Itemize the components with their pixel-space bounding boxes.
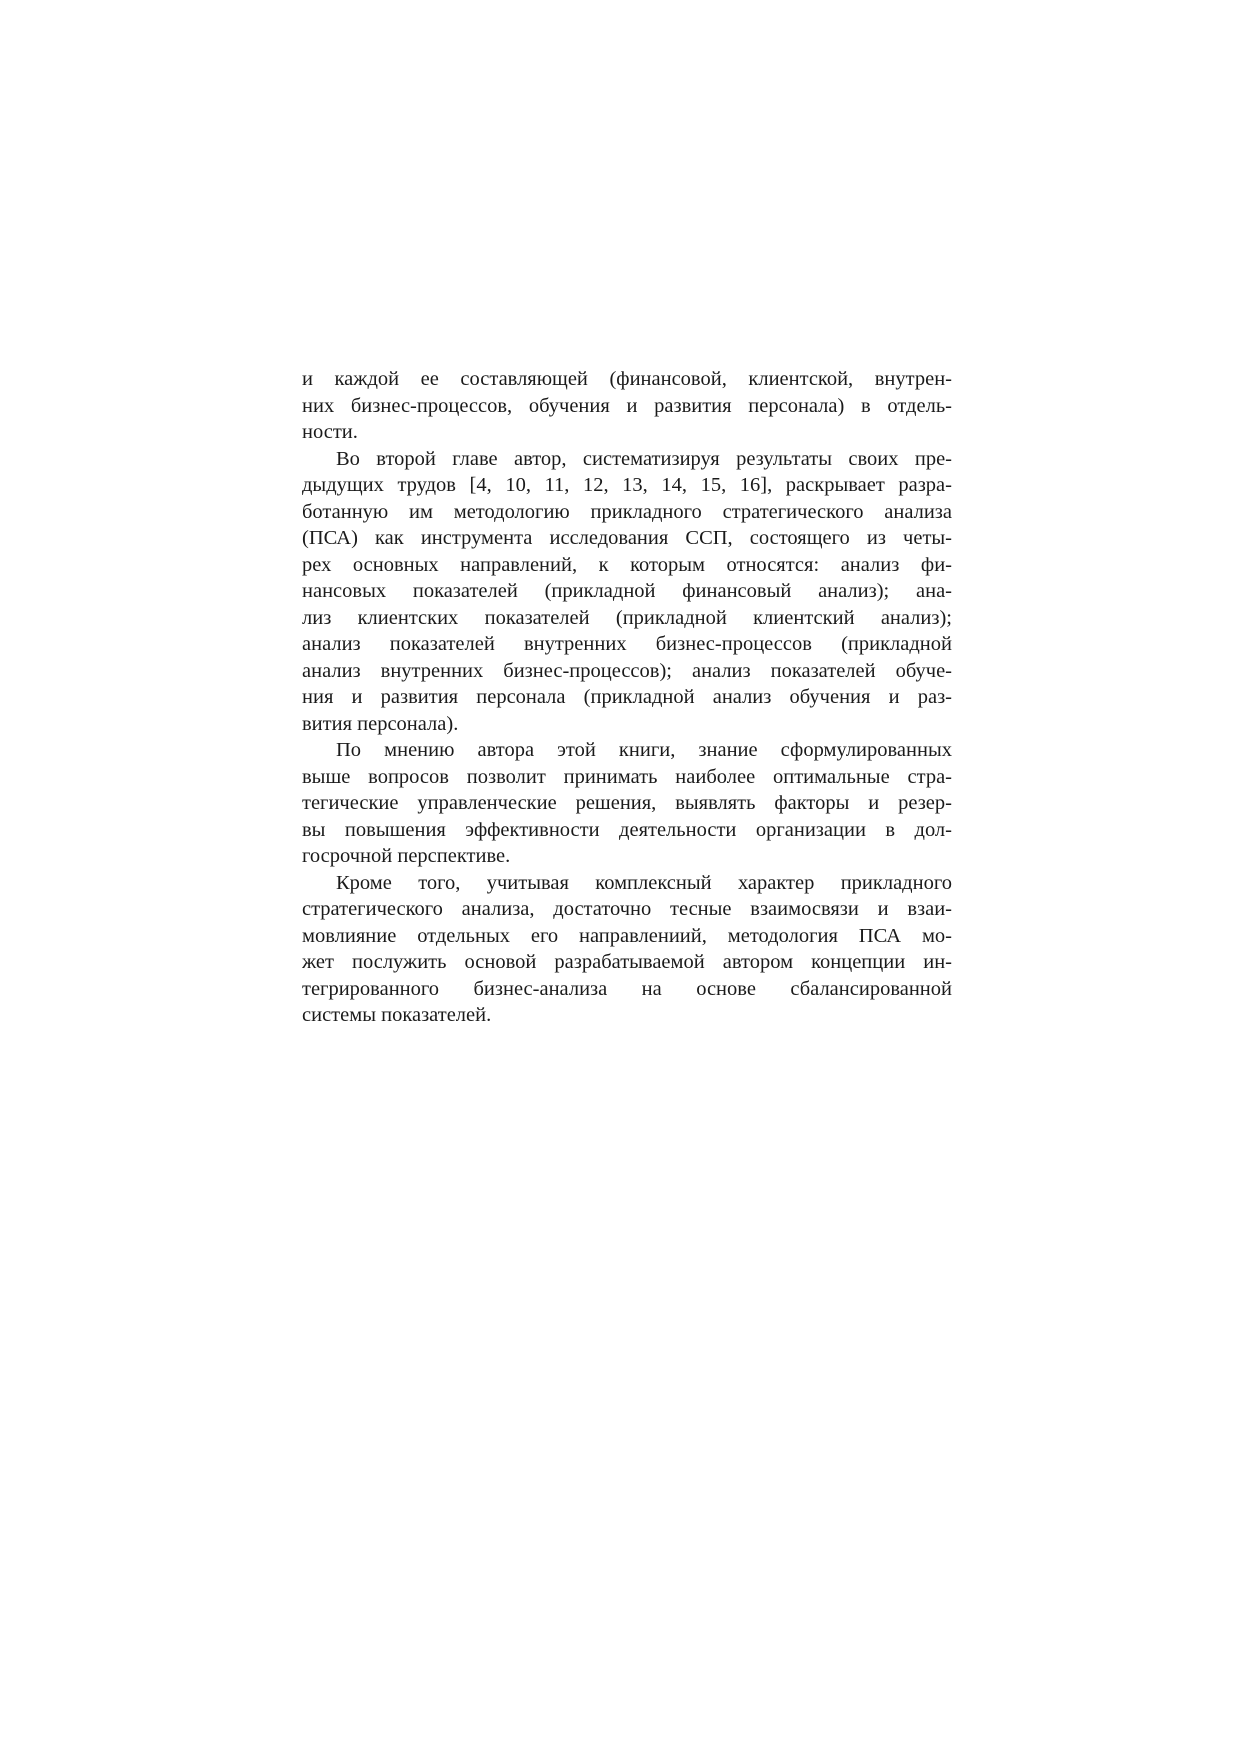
text-line: (ПСА) как инструмента исследования ССП, состоящего из четы-	[302, 527, 952, 549]
text-line: жет послужить основой разрабатываемой автором концепции ин-	[302, 951, 952, 973]
body-text	[302, 366, 952, 1029]
text-line: тегические управленческие решения, выявлять факторы и резер-	[302, 792, 952, 814]
text-line: нансовых показателей (прикладной финансовый анализ); ана-	[302, 580, 952, 602]
text-line: ботанную им методологию прикладного стратегического анализа	[302, 500, 952, 523]
text-line: них бизнес-процессов, обучения и развития персонала) в отдель-	[302, 394, 952, 417]
paragraph-author-opinion	[302, 737, 952, 870]
text-line: дыдущих трудов [4, 10, 11, 12, 13, 14, 15, 16], раскрывает разра-	[302, 474, 952, 496]
text-line: тегрированного бизнес-анализа на основе сбалансированной	[302, 977, 952, 1000]
text-line: вы повышения эффективности деятельности организации в дол-	[302, 818, 952, 841]
paragraph-moreover	[302, 870, 952, 1029]
text-line: мовлияние отдельных его направлениий, методология ПСА мо-	[302, 924, 952, 947]
text-line: вития персонала).	[302, 712, 459, 735]
text-line: и каждой ее составляющей (финансовой, клиентской, внутрен-	[302, 368, 952, 390]
text-line: стратегического анализа, достаточно тесные взаимосвязи и взаи-	[302, 898, 952, 920]
text-line: ния и развития персонала (прикладной анализ обучения и раз-	[302, 686, 952, 708]
paragraph-continuation	[302, 366, 952, 446]
text-line: выше вопросов позволит принимать наиболее оптимальные стра-	[302, 765, 952, 788]
text-line: рех основных направлений, к которым относятся: анализ фи-	[302, 553, 952, 576]
text-line: ности.	[302, 421, 358, 443]
text-line: системы показателей.	[302, 1004, 492, 1026]
text-line: По мнению автора этой книги, знание сформулированных	[336, 739, 952, 761]
text-line: лиз клиентских показателей (прикладной клиентский анализ);	[302, 606, 952, 629]
text-line: анализ внутренних бизнес-процессов); анализ показателей обуче-	[302, 659, 952, 682]
text-line: Кроме того, учитывая комплексный характер прикладного	[336, 871, 952, 894]
paragraph-second-chapter	[302, 446, 952, 738]
text-line: анализ показателей внутренних бизнес-процессов (прикладной	[302, 633, 952, 655]
text-line: Во второй главе автор, систематизируя результаты своих пре-	[336, 447, 952, 470]
text-line: госрочной перспективе.	[302, 845, 511, 867]
